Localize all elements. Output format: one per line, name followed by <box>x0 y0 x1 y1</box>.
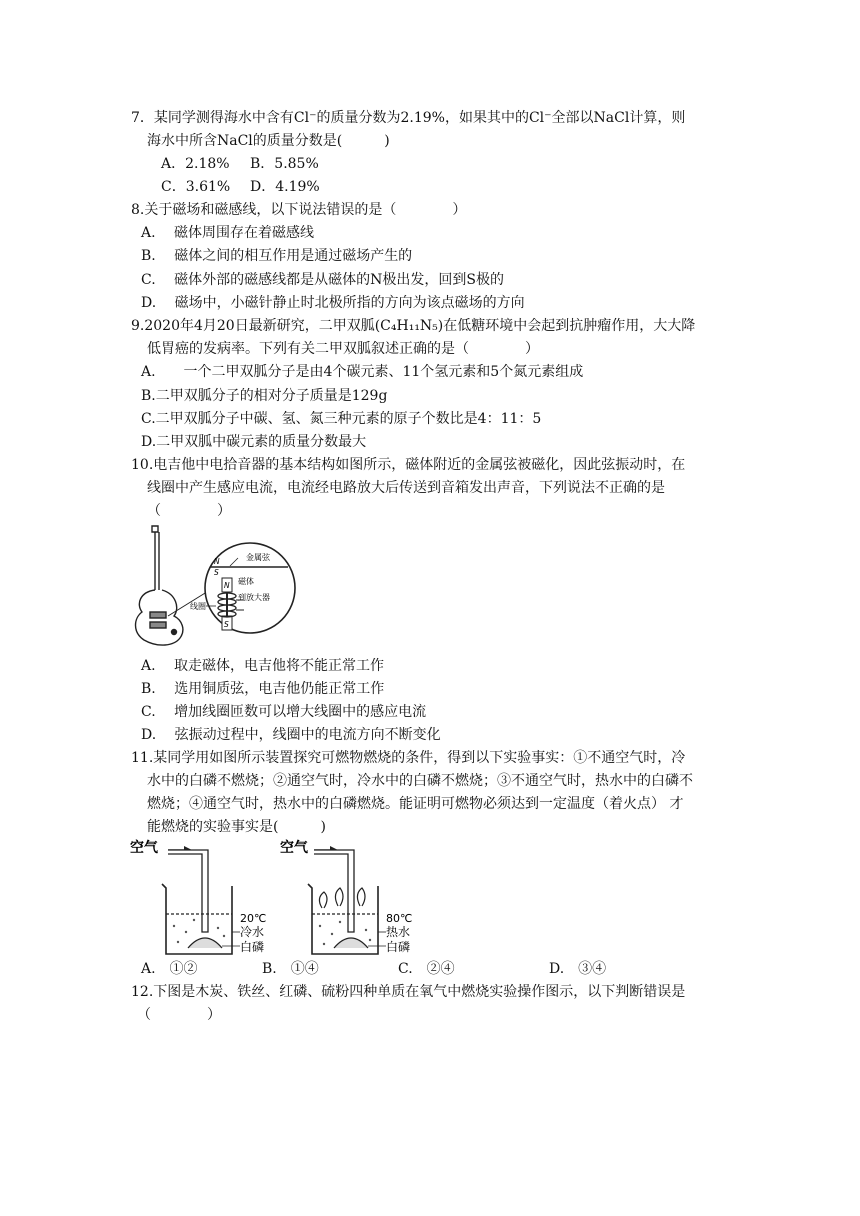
guitar-illustration <box>136 526 183 645</box>
white-phosphorus-label-1: 白磷 <box>240 940 265 954</box>
q11-option-b: B. ①④ <box>262 961 319 977</box>
q9-option-a: A. 一个二甲双胍分子是由4个碳元素、11个氢元素和5个氮元素组成 <box>141 364 584 380</box>
temp-label-80: 80℃ <box>386 912 413 925</box>
string-s-label: S <box>214 568 219 577</box>
q11-option-a: A. ①② <box>141 961 198 977</box>
q11-stem-line4: 能燃烧的实验事实是( ) <box>147 819 326 835</box>
amplifier-label: 到放大器 <box>238 593 270 602</box>
q10-stem-line1: 10.电吉他中电拾音器的基本结构如图所示，磁体附近的金属弦被磁化，因此弦振动时，在 <box>131 457 686 473</box>
q9-option-d: D.二甲双胍中碳元素的质量分数最大 <box>141 434 367 450</box>
q7-option-b: B．5.85% <box>250 156 319 172</box>
guitar-pickup-figure <box>128 520 298 655</box>
q11-stem-line2: 水中的白磷不燃烧；②通空气时，冷水中的白磷不燃烧；③不通空气时，热水中的白磷不 <box>147 773 693 789</box>
cold-water-label: 冷水 <box>240 925 265 939</box>
q9-stem-line2: 低胃癌的发病率。下列有关二甲双胍叙述正确的是（ ） <box>147 341 539 357</box>
q9-option-c: C.二甲双胍分子中碳、氢、氮三种元素的原子个数比是4：11：5 <box>141 411 542 427</box>
q11-stem-line3: 燃烧；④通空气时，热水中的白磷燃烧。能证明可燃物必须达到一定温度（着火点） 才 <box>147 796 684 812</box>
q10-option-c: C. 增加线圈匝数可以增大线圈中的感应电流 <box>141 704 427 720</box>
q10-option-d: D. 弦振动过程中，线圈中的电流方向不断变化 <box>141 727 441 743</box>
q10-stem-line2: 线圈中产生感应电流，电流经电路放大后传送到音箱发出声音，下列说法不正确的是 <box>147 480 665 496</box>
white-phosphorus-label-2: 白磷 <box>386 940 411 954</box>
q7-option-d: D．4.19% <box>250 179 320 195</box>
q8-option-a: A. 磁体周围存在着磁感线 <box>141 225 315 241</box>
beaker-hot-water-figure <box>278 836 428 958</box>
metal-string-label: 金属弦 <box>246 553 270 562</box>
temp-label-20: 20℃ <box>240 912 267 925</box>
q7-stem-line1: 7．某同学测得海水中含有Cl⁻的质量分数为2.19%，如果其中的Cl⁻全部以NaCl计算，则 <box>131 110 686 126</box>
air-label-2: 空气 <box>280 840 308 856</box>
q8-option-d: D. 磁场中，小磁针静止时北极所指的方向为该点磁场的方向 <box>141 295 525 311</box>
magnet-s-label: S <box>224 620 229 629</box>
q8-stem: 8.关于磁场和磁感线，以下说法错误的是（ ） <box>131 202 467 218</box>
q11-option-d: D. ③④ <box>549 961 607 977</box>
q10-option-b: B. 选用铜质弦，电吉他仍能正常工作 <box>141 681 385 697</box>
q8-option-b: B. 磁体之间的相互作用是通过磁场产生的 <box>141 248 413 264</box>
q11-option-c: C. ②④ <box>398 961 455 977</box>
q11-stem-line1: 11.某同学用如图所示装置探究可燃物燃烧的条件，得到以下实验事实：①不通空气时，冷 <box>131 750 686 766</box>
q10-option-a: A. 取走磁体，电吉他将不能正常工作 <box>141 658 385 674</box>
q10-stem-line3: （ ） <box>147 503 231 519</box>
coil-label: 线圈 <box>190 602 206 611</box>
q8-option-c: C. 磁体外部的磁感线都是从磁体的N极出发，回到S极的 <box>141 272 504 288</box>
q7-stem-line2: 海水中所含NaCl的质量分数是( ) <box>147 133 390 149</box>
q9-option-b: B.二甲双胍分子的相对分子质量是129g <box>141 388 388 404</box>
magnet-label: 磁体 <box>238 577 254 586</box>
q12-stem-line1: 12.下图是木炭、铁丝、红磷、硫粉四种单质在氧气中燃烧实验操作图示，以下判断错误是 <box>131 984 686 1000</box>
string-n-label: N <box>214 557 220 566</box>
q7-option-c: C．3.61% <box>161 179 231 195</box>
flame-wisps <box>319 888 365 908</box>
q9-stem-line1: 9.2020年4月20日最新研究，二甲双胍(C₄H₁₁N₅)在低糖环境中会起到抗肿瘤作用，大大降 <box>131 318 696 334</box>
beaker-cold-water-figure <box>128 836 278 958</box>
air-label-1: 空气 <box>130 840 158 856</box>
hot-water-label: 热水 <box>386 925 411 939</box>
q12-stem-line2: （ ） <box>137 1007 221 1023</box>
magnet-n-label: N <box>224 581 230 590</box>
q7-option-a: A．2.18% <box>161 156 230 172</box>
